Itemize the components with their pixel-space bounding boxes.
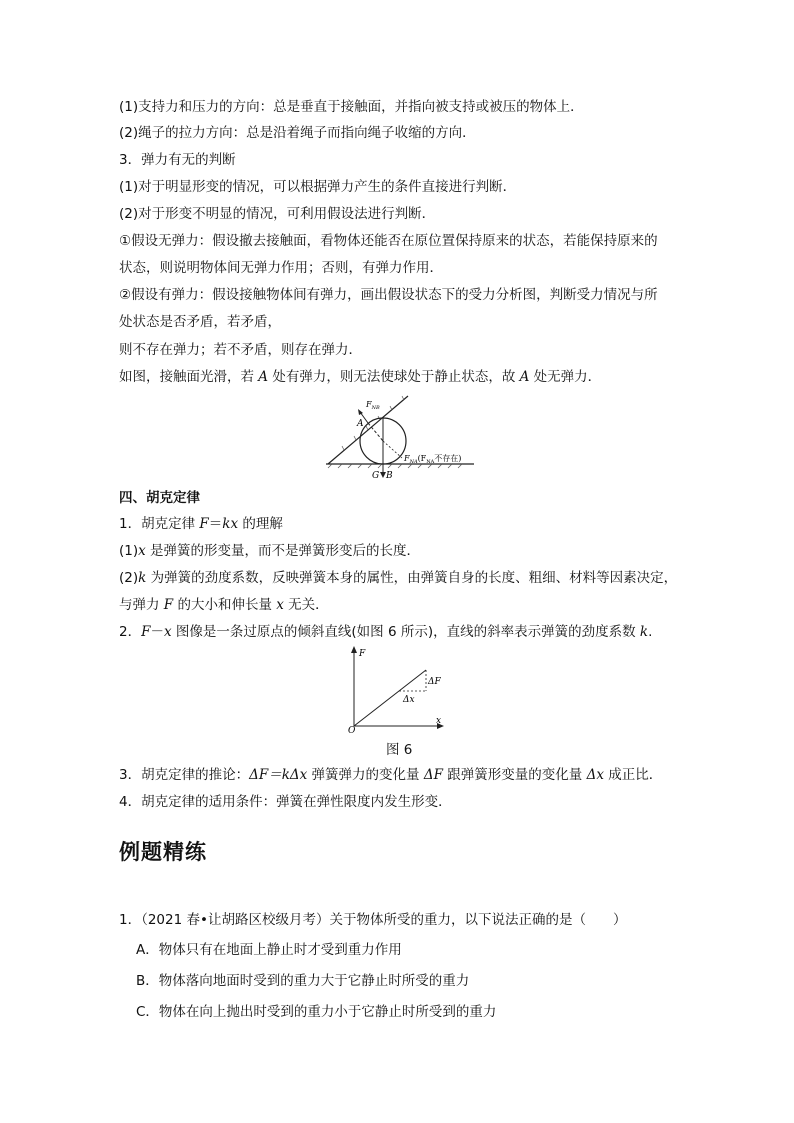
text-line: 1．胡克定律 F＝kx 的理解 — [119, 516, 283, 532]
text-line: 处状态是否矛盾，若矛盾， — [119, 314, 281, 330]
x-axis-label: x — [436, 716, 442, 726]
paragraph-figure-intro: 如图，接触面光滑，若 A 处有弹力，则无法使球处于静止状态，故 A 处无弹力． — [119, 369, 602, 385]
option-a: A．物体只有在地面上静止时才受到重力作用 — [136, 942, 402, 958]
option-c: C．物体在向上抛出时受到的重力小于它静止时所受到的重力 — [136, 1004, 497, 1020]
text-line: (2)对于形变不明显的情况，可利用假设法进行判断． — [119, 206, 436, 222]
question-stem: 1．（2021 春•让胡路区校级月考）关于物体所受的重力，以下说法正确的是（ ） — [119, 912, 627, 928]
figure-caption: 图 6 — [386, 742, 413, 758]
fna-label: $F_{NA}(F_{NA}$不存在) — [404, 454, 462, 465]
text-line: (1)x 是弹簧的形变量，而不是弹簧形变后的长度． — [119, 543, 421, 559]
delta-f-label: ΔF — [428, 677, 441, 687]
delta-x-label: Δx — [403, 695, 415, 705]
option-b: B．物体落向地面时受到的重力大于它静止时所受的重力 — [136, 973, 470, 989]
fnb-label: $F_{NB}$ — [366, 400, 380, 411]
text-line: (1)支持力和压力的方向：总是垂直于接触面，并指向被支持或被压的物体上． — [119, 99, 584, 115]
point-a-label: A — [357, 419, 364, 429]
text-line: 状态，则说明物体间无弹力作用；否则，有弹力作用． — [119, 260, 443, 276]
origin-label: O — [348, 726, 356, 734]
f-x-graph — [340, 644, 450, 734]
text-line: 2．F－x 图像是一条过原点的倾斜直线(如图 6 所示)，直线的斜率表示弹簧的劲度系数 k. — [119, 624, 653, 640]
text-line: 3．胡克定律的推论：ΔF＝kΔx 弹簧弹力的变化量 ΔF 跟弹簧形变量的变化量 Δx 成正比． — [119, 767, 663, 783]
text-line: 与弹力 F 的大小和伸长量 x 无关． — [119, 597, 329, 613]
text-line: (2)绳子的拉力方向：总是沿着绳子而指向绳子收缩的方向． — [119, 125, 476, 141]
point-b-label: B — [386, 471, 393, 481]
text-line: 则不存在弹力；若不矛盾，则存在弹力． — [119, 342, 362, 358]
text-line: (1)对于明显形变的情况，可以根据弹力产生的条件直接进行判断． — [119, 179, 517, 195]
y-axis-label: F — [359, 649, 366, 659]
text-line: ①假设无弹力：假设撤去接触面，看物体还能否在原位置保持原来的状态，若能保持原来的 — [119, 233, 658, 249]
text-line: 4．胡克定律的适用条件：弹簧在弹性限度内发生形变． — [119, 794, 452, 810]
gravity-label: G — [372, 471, 380, 481]
examples-heading: 例题精练 — [119, 840, 207, 864]
text-line: (2)k 为弹簧的劲度系数，反映弹簧本身的属性，由弹簧自身的长度、粗细、材料等因素决定， — [119, 570, 678, 586]
section-heading: 四、胡克定律 — [119, 490, 200, 506]
text-line: ②假设有弹力：假设接触物体间有弹力，画出假设状态下的受力分析图，判断受力情况与所 — [119, 287, 658, 303]
text-line: 3．弹力有无的判断 — [119, 152, 236, 168]
ball-on-incline-figure — [322, 392, 482, 482]
